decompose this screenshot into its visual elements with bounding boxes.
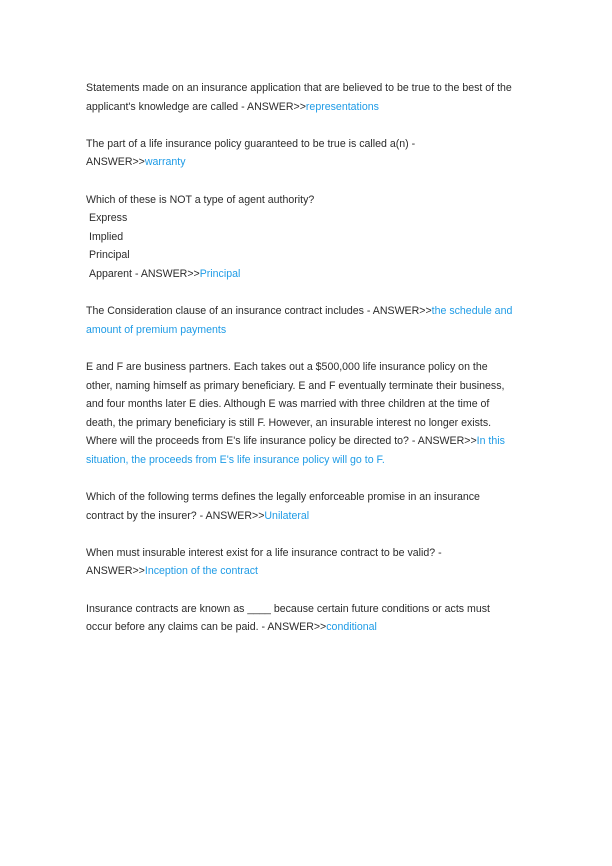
question-text: When must insurable interest exist for a life insurance contract to be valid? - ANSWER>> — [86, 546, 442, 578]
option-implied: Implied — [89, 230, 124, 243]
question-text: The Consideration clause of an insurance contract includes - ANSWER>> — [86, 305, 432, 318]
qa-text — [86, 302, 516, 339]
qa-item-1 — [86, 79, 516, 116]
qa-list — [86, 79, 516, 655]
qa-item-7 — [86, 544, 516, 581]
question-text: Statements made on an insurance application that are believed to be true to the best of the applicant's knowledge are called - ANSWER>> — [86, 82, 512, 113]
qa-item-2 — [86, 135, 516, 172]
answer-text: Inception of the contract — [144, 565, 258, 578]
qa-text — [86, 544, 516, 581]
qa-text — [86, 358, 516, 470]
qa-text — [86, 135, 516, 172]
qa-text — [86, 488, 516, 525]
answer-text: In this situation, the proceeds from E's life insurance policy will go to F. — [86, 435, 505, 466]
option-apparent-text: Apparent - ANSWER>> — [89, 267, 200, 280]
qa-text — [86, 600, 516, 637]
answer-text: Unilateral — [264, 509, 310, 522]
option-express: Express — [89, 212, 128, 225]
answer-text: the schedule and amount of premium payments — [86, 305, 513, 336]
qa-item-8 — [86, 600, 516, 637]
question-text: E and F are business partners. Each takes out a $500,000 life insurance policy on the other, naming himself as primary beneficiary. E and F eventually terminate their business, and four months later E dies. Although E was married with three children at the time of death, the primary beneficiary is still F. However, an insurable interest no longer exists. Where will the proceeds from E's life insurance policy be directed to? - ANSWER>> — [86, 360, 505, 448]
answer-text: warranty — [144, 156, 186, 169]
answer-text: conditional — [326, 621, 377, 634]
answer-text: representations — [305, 100, 379, 113]
question-text: The part of a life insurance policy guaranteed to be true is called a(n) - ANSWER>> — [86, 137, 416, 169]
qa-item-5 — [86, 358, 516, 470]
option-principal: Principal — [89, 249, 130, 262]
option-apparent — [86, 265, 516, 284]
answer-text: Principal — [199, 267, 241, 280]
qa-item-4 — [86, 302, 516, 339]
question-text: Which of the following terms defines the legally enforceable promise in an insurance contract by the insurer? - ANSWER>> — [86, 491, 480, 522]
qa-item-6 — [86, 488, 516, 525]
question-text: Which of these is NOT a type of agent authority? — [86, 193, 315, 206]
qa-item-3 — [86, 191, 516, 284]
qa-text — [86, 79, 516, 116]
question-text: Insurance contracts are known as ____ because certain future conditions or acts must occur before any claims can be paid. - ANSWER>> — [86, 602, 490, 634]
